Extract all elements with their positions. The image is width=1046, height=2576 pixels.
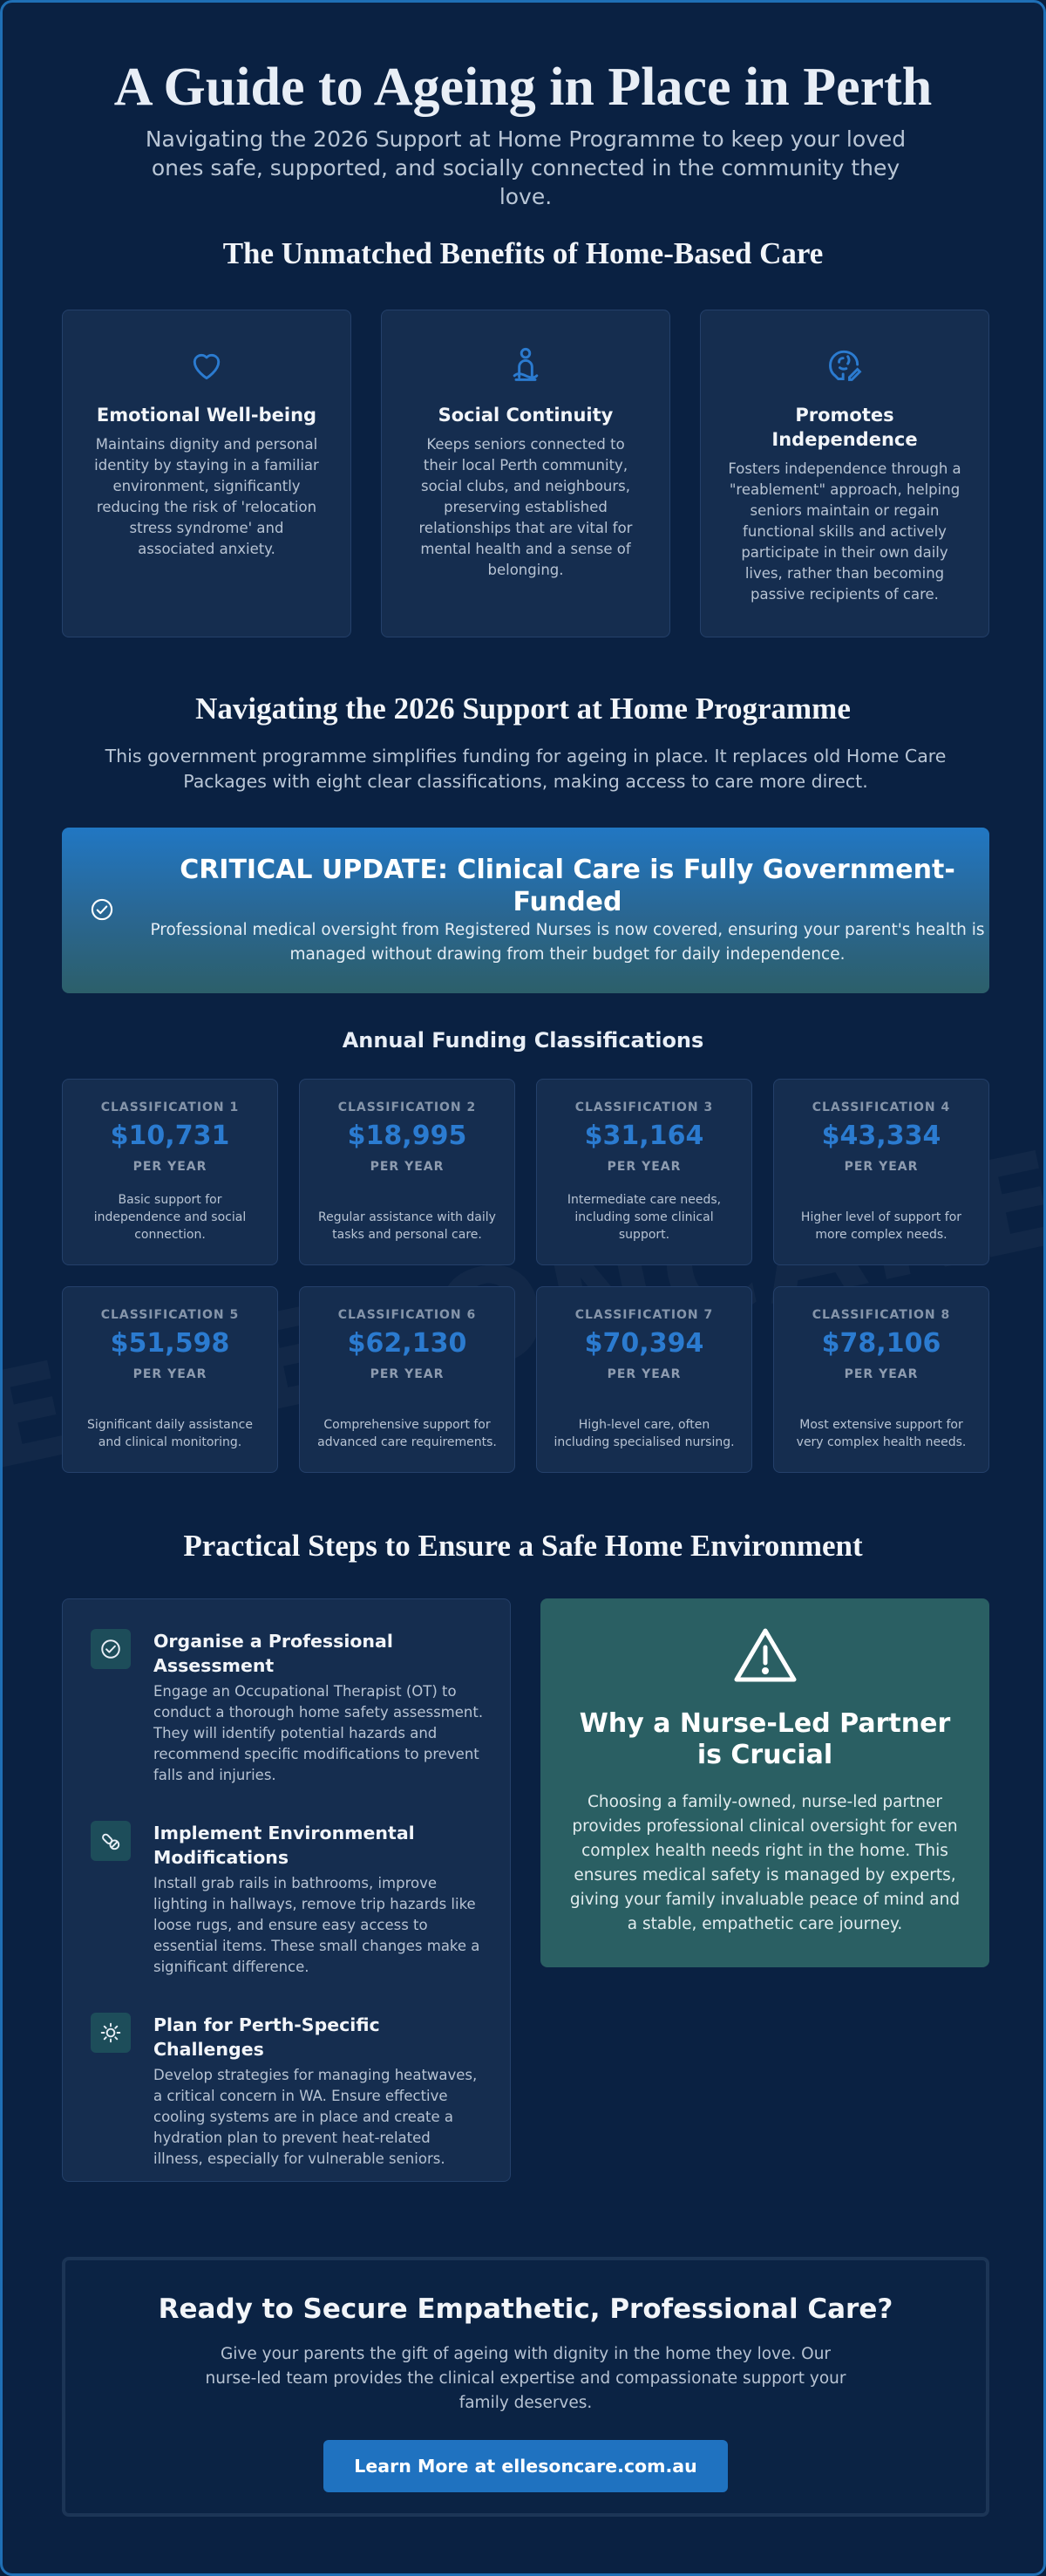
classification-label: CLASSIFICATION 2 — [337, 1101, 477, 1114]
classification-card — [773, 1286, 989, 1473]
benefits-heading: The Unmatched Benefits of Home-Based Care — [222, 236, 824, 270]
classification-card — [62, 1286, 278, 1473]
classification-amount: $51,598 — [110, 1328, 230, 1359]
benefit-title: Promotes Independence — [771, 405, 918, 450]
classification-period: PER YEAR — [132, 1367, 207, 1381]
benefit-text: Fosters independence through a "reablement" approach, helping seniors maintain or regain functional skills and actively participate in their own daily lives, rather than becoming passive recipients of care. — [728, 460, 961, 603]
step-text: Engage an Occupational Therapist (OT) to conduct a thorough home safety assessment. They will identify potential hazards and recommend specific modifications to prevent falls and injuries. — [153, 1683, 484, 1783]
classification-description: Higher level of support for more complex needs. — [800, 1210, 962, 1242]
critical-update-text: Professional medical oversight from Registered Nurses is now covered, ensuring your parent's health is managed without drawing from their budget for daily independence. — [150, 921, 985, 964]
step-title: Plan for Perth-Specific Challenges — [153, 2014, 380, 2060]
classification-period: PER YEAR — [607, 1367, 682, 1381]
pills-icon — [99, 1830, 122, 1852]
classification-label: CLASSIFICATION 3 — [574, 1101, 714, 1114]
classification-period: PER YEAR — [607, 1160, 682, 1174]
classification-amount: $62,130 — [347, 1328, 467, 1359]
classification-amount: $43,334 — [821, 1121, 941, 1151]
benefit-card — [62, 310, 351, 637]
classification-label: CLASSIFICATION 8 — [812, 1308, 951, 1322]
benefit-title: Emotional Well-being — [96, 405, 317, 426]
classification-card — [536, 1079, 752, 1265]
benefit-card — [381, 310, 670, 637]
classification-description: Basic support for independence and social connection. — [93, 1193, 247, 1242]
classification-label: CLASSIFICATION 1 — [100, 1101, 240, 1114]
cta-text: Give your parents the gift of ageing with dignity in the home they love. Our nurse-led team provides the clinical expertise and compassionate support your family deserves. — [205, 2345, 846, 2412]
classification-description: Significant daily assistance and clinical monitoring. — [87, 1418, 253, 1449]
classification-description: High-level care, often including specialised nursing. — [554, 1418, 735, 1449]
classification-description: Most extensive support for very complex health needs. — [796, 1418, 967, 1449]
steps-card — [62, 1598, 511, 2182]
step-item — [91, 1629, 484, 1786]
heart-icon — [187, 345, 226, 384]
classification-label: CLASSIFICATION 7 — [574, 1308, 714, 1322]
classification-period: PER YEAR — [132, 1160, 207, 1174]
classification-description: Comprehensive support for advanced care requirements. — [317, 1418, 497, 1449]
nurse-led-title: Why a Nurse-Led Partner is Crucial — [579, 1708, 951, 1770]
benefit-text: Maintains dignity and personal identity by staying in a familiar environment, significantly reducing the risk of 'relocation stress syndrome' and associated anxiety. — [94, 436, 319, 557]
step-text: Develop strategies for managing heatwaves, a critical concern in WA. Ensure effective cooling systems are in place and create a hydration plan to prevent heat-related illness, especially for vulnerable seniors. — [153, 2067, 478, 2167]
classification-card — [299, 1079, 515, 1265]
critical-update-banner — [62, 828, 989, 993]
classification-amount: $70,394 — [584, 1328, 704, 1359]
classification-label: CLASSIFICATION 5 — [100, 1308, 240, 1322]
learn-more-button[interactable]: Learn More at ellesoncare.com.au — [323, 2440, 728, 2492]
classification-period: PER YEAR — [844, 1367, 919, 1381]
nurse-led-text: Choosing a family-owned, nurse-led partner provides professional clinical oversight for even complex health needs right in the home. This ensures medical safety is managed by experts, giving your family invaluable peace of mind and a stable, empathetic care journey. — [569, 1793, 961, 1933]
classification-card — [299, 1286, 515, 1473]
steps-heading: Practical Steps to Ensure a Safe Home Environment — [183, 1529, 863, 1563]
cta-section — [62, 2257, 989, 2517]
step-item — [91, 2013, 484, 2170]
page-title: A Guide to Ageing in Place in Perth — [113, 58, 933, 117]
check-circle-icon — [99, 1638, 122, 1660]
sun-icon — [99, 2021, 122, 2044]
nurse-led-card — [540, 1598, 989, 1967]
critical-update-title: CRITICAL UPDATE: Clinical Care is Fully Government-Funded — [180, 855, 955, 917]
classification-amount: $31,164 — [584, 1121, 704, 1151]
brain-icon — [825, 345, 864, 384]
check-circle-icon — [90, 897, 114, 922]
classification-amount: $78,106 — [821, 1328, 941, 1359]
cta-title: Ready to Secure Empathetic, Professional Care? — [158, 2293, 893, 2325]
classification-period: PER YEAR — [844, 1160, 919, 1174]
classification-description: Intermediate care needs, including some clinical support. — [567, 1193, 722, 1242]
classification-period: PER YEAR — [370, 1367, 445, 1381]
classification-label: CLASSIFICATION 4 — [812, 1101, 951, 1114]
benefit-title: Social Continuity — [438, 405, 614, 426]
classification-description: Regular assistance with daily tasks and personal care. — [318, 1210, 496, 1242]
page-subtitle: Navigating the 2026 Support at Home Programme to keep your loved ones safe, supported, and socially connected in the community they love. — [145, 126, 907, 209]
funding-heading: Annual Funding Classifications — [342, 1028, 704, 1053]
step-item — [91, 1821, 484, 1978]
classification-card — [536, 1286, 752, 1473]
step-title: Implement Environmental Modifications — [153, 1823, 415, 1868]
warning-icon — [733, 1626, 798, 1684]
benefit-text: Keeps seniors connected to their local Perth community, social clubs, and neighbours, preserving established relationships that are vital for mental health and a sense of belonging. — [418, 436, 633, 578]
benefit-card — [700, 310, 989, 637]
programme-heading: Navigating the 2026 Support at Home Programme — [195, 692, 851, 726]
classification-period: PER YEAR — [370, 1160, 445, 1174]
classification-card — [62, 1079, 278, 1265]
step-text: Install grab rails in bathrooms, improve lighting in hallways, remove trip hazards like loose rugs, and ensure easy access to essential items. These small changes make a significant difference. — [153, 1875, 480, 1975]
classification-amount: $10,731 — [110, 1121, 230, 1151]
programme-subtitle: This government programme simplifies funding for ageing in place. It replaces old Home Care Packages with eight clear classifications, making access to care more direct. — [105, 746, 947, 792]
classification-label: CLASSIFICATION 6 — [337, 1308, 477, 1322]
step-title: Organise a Professional Assessment — [153, 1631, 393, 1676]
classification-card — [773, 1079, 989, 1265]
people-icon — [506, 345, 545, 384]
classification-amount: $18,995 — [347, 1121, 467, 1151]
